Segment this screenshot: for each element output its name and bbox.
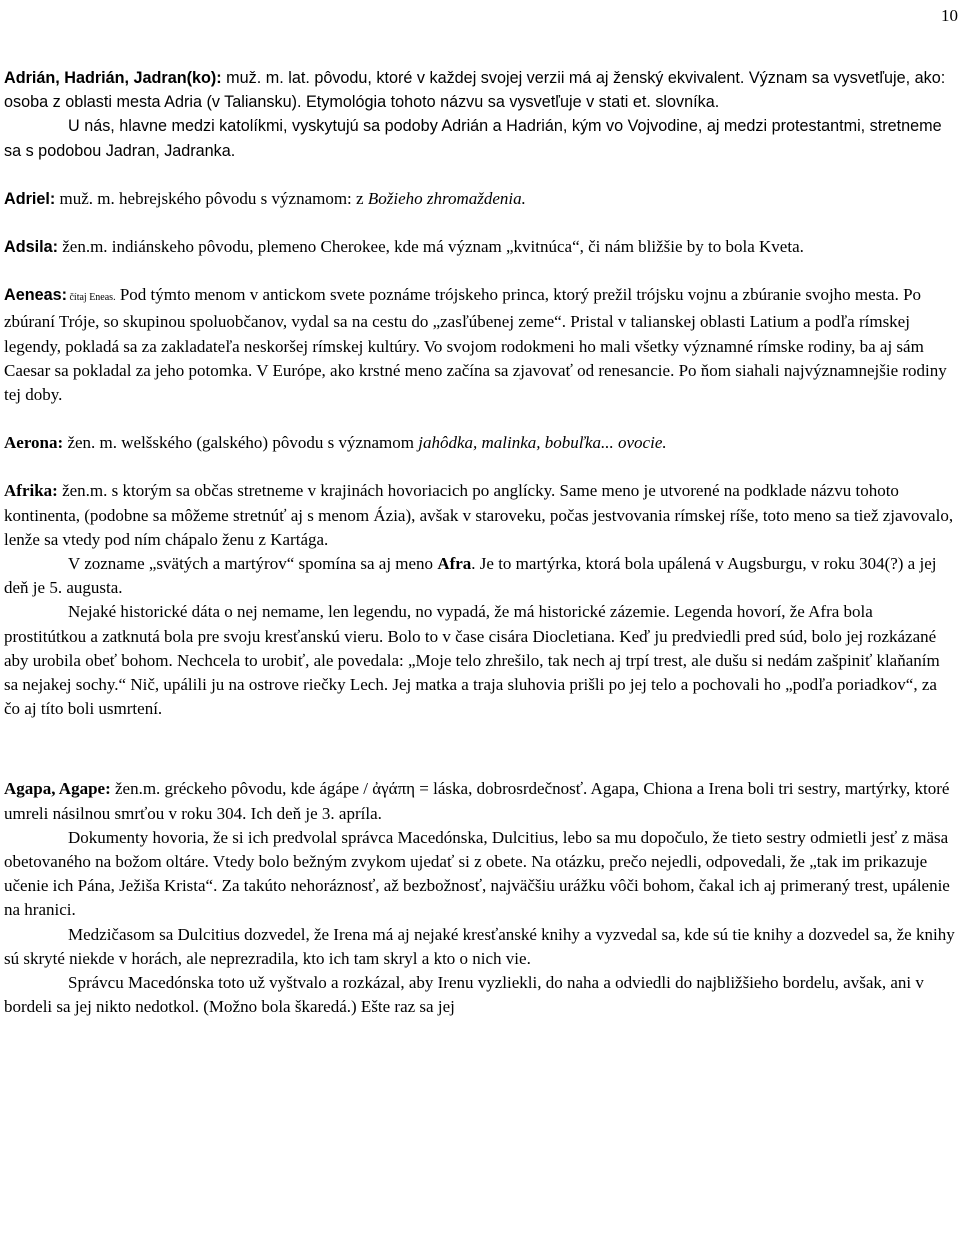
page-number: 10 bbox=[941, 6, 958, 25]
entry-aerona bbox=[4, 431, 956, 455]
entry-paragraph: Aerona: žen. m. welšského (galského) pôvodu s významom jahôdka, malinka, bobuľka... ovocie. bbox=[4, 433, 667, 453]
entry-heading: Adsila: bbox=[4, 238, 58, 257]
document-body bbox=[4, 66, 956, 1044]
entry-paragraph: Adriel: muž. m. hebrejského pôvodu s významom: z Božieho zhromaždenia. bbox=[4, 188, 526, 208]
entry-paragraph: Aeneas: čítaj Eneas. Pod týmto menom v antickom svete poznáme trójskeho princa, ktorý prežil trójsku vojnu a zbúranie svojho mesta. Po zbúraní Tróje, so skupinou spoluobčanov, vydal sa na cestu do „zasľúbenej zeme“. Pristal v talianskej oblasti Latium a podľa rímskej legendy, pokladá sa za zakladateľa neskoršej rímskej kultúry. Vo svojom rodokmeni ho mali všetky významné rímske rodiny, ba aj sám Caesar sa pokladal za jeho potomka. V Európe, ako krstné meno začína sa zjavovať od renesancie. Po ňom siahali najvýznamnejšie rodiny tej doby. bbox=[4, 285, 947, 405]
entry-adriel bbox=[4, 187, 956, 211]
entry-paragraph: Dokumenty hovoria, že si ich predvolal správca Macedónska, Dulcitius, lebo sa mu dopočulo, že tieto sestry odmietli jesť z mäsa obetovaného na božom oltáre. Vtedy bolo bežným zvykom ujedať si z obete. Na otázku, prečo nejedli, odpovedali, že „tak im prikazuje učenie ich Pána, Ježiša Krista“. Za takúto nehoráznosť, až bezbožnosť, najväčšiu urážku vôči bohom, čakal ich aj primeraný trest, upálenie na hranici. bbox=[4, 827, 950, 920]
entry-aeneas bbox=[4, 283, 956, 407]
entry-paragraph: Správcu Macedónska toto už vyštvalo a rozkázal, aby Irenu vyzliekli, do naha a odviedli do najbližšieho bordelu, avšak, ani v bordeli sa jej nikto nedotkol. (Možno bola škaredá.) Ešte raz sa jej bbox=[4, 973, 924, 1017]
entry-paragraph: Adsila: žen.m. indiánskeho pôvodu, plemeno Cherokee, kde má význam „kvitnúca“, či nám bližšie by to bola Kveta. bbox=[4, 237, 804, 257]
entry-heading: Afrika: bbox=[4, 481, 58, 501]
entry-afrika bbox=[4, 479, 956, 721]
entry-heading: Aeneas: bbox=[4, 286, 67, 305]
entry-paragraph: Nejaké historické dáta o nej nemame, len legendu, no vypadá, že má historické zázemie. Legenda hovorí, že Afra bola prostitútkou a zatknutá bola pre svoju kresťanskú vieru. Bolo to v čase cisára Diocletiana. Keď ju predviedli pred súd, bolo jej rozkázané aby urobila obeť bohom. Nechcela to urobiť, ale povedala: „Moje telo zhrešilo, tak nech aj trpí trest, ale dušu si nedám zašpiniť klaňaním sa nejakej sochy.“ Nič, upálili ju na ostrove riečky Lech. Jej matka a traja sluhovia prišli po jej telo a pochovali ho „podľa poriadkov“, za čo aj títo boli usmrtení. bbox=[4, 602, 940, 719]
entry-paragraph: Afrika: žen.m. s ktorým sa občas stretneme v krajinách hovoriacich po anglícky. Same meno je utvorené na podklade názvu tohoto kontinenta, (podobne sa môžeme stretnúť aj s menom Ázia), avšak v staroveku, počas jestvovania rímskej ríše, toto meno sa tiež zjavovalo, lenže sa vtedy pod ním chápalo ženu z Kartága. bbox=[4, 481, 954, 549]
entry-adsila bbox=[4, 235, 956, 259]
entry-heading: Adriel: bbox=[4, 189, 56, 208]
entry-heading: Aerona: bbox=[4, 433, 64, 453]
entry-heading: Adrián, Hadrián, Jadran(ko): bbox=[4, 69, 222, 87]
entry-paragraph: V zozname „svätých a martýrov“ spomína sa aj meno Afra. Je to martýrka, ktorá bola upálená v Augsburgu, v roku 304(?) a jej deň je 5. augusta. bbox=[4, 554, 937, 598]
entry-paragraph: Medzičasom sa Dulcitius dozvedel, že Irena má aj nejaké kresťanské knihy a vyzvedal sa, kde sú tie knihy a dozvedel sa, že knihy sú skryté niekde v horách, ale neprezradila, kto ich tam skryl a kto o nich vie. bbox=[4, 924, 955, 968]
entry-paragraph: U nás, hlavne medzi katolíkmi, vyskytujú sa podoby Adrián a Hadrián, kým vo Vojvodine, aj medzi protestantmi, stretneme sa s podobou Jadran, Jadranka. bbox=[4, 117, 942, 160]
entry-paragraph: Agapa, Agape: žen.m. gréckeho pôvodu, kde ágápe / ἀγάπη = láska, dobrosrdečnosť. Agapa, Chiona a Irena boli tri sestry, martýrky, ktoré umreli násilnou smrťou v roku 304. Ich deň je 3. apríla. bbox=[4, 779, 950, 823]
entry-paragraph: Adrián, Hadrián, Jadran(ko): muž. m. lat. pôvodu, ktoré v každej svojej verzii má aj ženský ekvivalent. Význam sa vysvetľuje, ako: osoba z oblasti mesta Adria (v Taliansku). Etymológia tohoto názvu sa vysvetľuje v stati et. slovníka. bbox=[4, 69, 946, 112]
entry-adrian bbox=[4, 66, 956, 163]
entry-heading: Agapa, Agape: bbox=[4, 779, 111, 799]
entry-agapa bbox=[4, 777, 956, 1019]
